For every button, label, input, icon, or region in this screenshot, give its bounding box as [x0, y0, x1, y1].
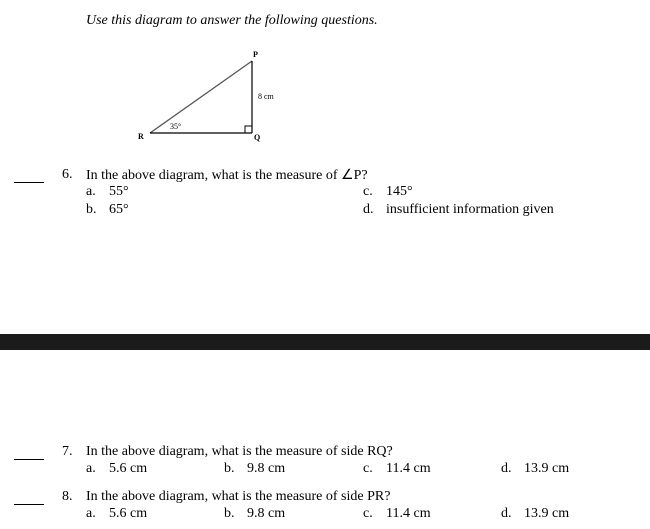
question-number: 8. — [62, 489, 73, 504]
option-text: 11.4 cm — [386, 506, 431, 521]
option-text: 5.6 cm — [109, 461, 148, 476]
vertex-p-label: P — [253, 50, 258, 59]
option-letter: a. — [86, 184, 96, 199]
question-text: In the above diagram, what is the measure of side RQ? — [86, 444, 393, 459]
option-c[interactable] — [363, 461, 431, 477]
angle-label: 35° — [170, 122, 182, 131]
side-rp — [150, 61, 252, 133]
option-d[interactable] — [501, 461, 569, 477]
question-number: 7. — [62, 444, 73, 459]
vertex-r-label: R — [138, 132, 144, 141]
option-text: insufficient information given — [386, 202, 554, 217]
option-letter: b. — [224, 506, 235, 521]
instructions: Use this diagram to answer the following questions. — [86, 13, 378, 28]
option-a[interactable] — [86, 461, 147, 477]
right-angle-marker — [245, 126, 252, 133]
option-d[interactable] — [501, 506, 569, 522]
option-letter: d. — [501, 506, 512, 521]
side-length-label: 8 cm — [258, 92, 274, 101]
option-letter: a. — [86, 461, 96, 476]
question-text: In the above diagram, what is the measure of side PR? — [86, 489, 391, 504]
page-divider — [0, 334, 650, 350]
answer-blank-q6[interactable] — [14, 182, 44, 183]
option-text: 65° — [109, 202, 129, 217]
option-text: 5.6 cm — [109, 506, 148, 521]
option-letter: d. — [363, 202, 374, 217]
answer-blank-q8[interactable] — [14, 504, 44, 505]
option-text: 13.9 cm — [524, 461, 570, 476]
triangle-diagram — [0, 0, 650, 160]
option-text: 55° — [109, 184, 129, 199]
option-text: 11.4 cm — [386, 461, 431, 476]
option-text: 13.9 cm — [524, 506, 570, 521]
vertex-q-label: Q — [254, 133, 261, 142]
option-letter: d. — [501, 461, 512, 476]
option-d[interactable] — [363, 202, 554, 218]
option-b[interactable] — [224, 461, 285, 477]
question-text: In the above diagram, what is the measure of ∠P? — [86, 168, 368, 183]
option-letter: c. — [363, 506, 373, 521]
option-a[interactable] — [86, 506, 147, 522]
option-text: 9.8 cm — [247, 461, 286, 476]
option-b[interactable] — [86, 202, 129, 218]
option-a[interactable] — [86, 184, 129, 200]
option-text: 145° — [386, 184, 413, 199]
option-c[interactable] — [363, 506, 431, 522]
question-number: 6. — [62, 167, 73, 182]
option-letter: b. — [224, 461, 235, 476]
option-b[interactable] — [224, 506, 285, 522]
option-letter: b. — [86, 202, 97, 217]
option-letter: c. — [363, 461, 373, 476]
option-c[interactable] — [363, 184, 413, 200]
option-letter: c. — [363, 184, 373, 199]
option-letter: a. — [86, 506, 96, 521]
answer-blank-q7[interactable] — [14, 459, 44, 460]
option-text: 9.8 cm — [247, 506, 286, 521]
